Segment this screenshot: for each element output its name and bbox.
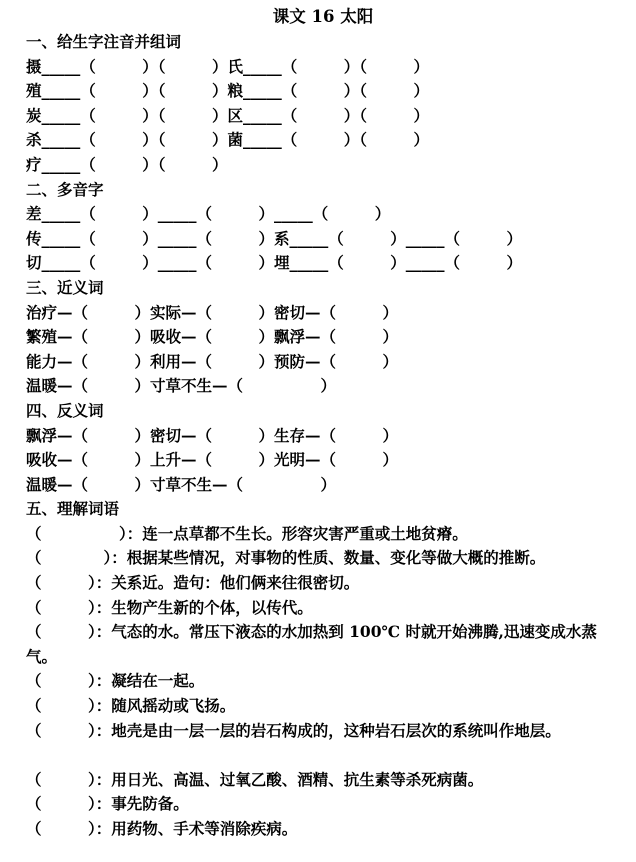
exercise-line: 殖_____（ ）（ ）粮_____（ ）（ ）	[26, 81, 430, 101]
definition-line: （ ）：凝结在一起。	[26, 671, 205, 691]
definition-line: （ ）：关系近。造句：他们俩来往很密切。	[26, 573, 360, 593]
exercise-line: 炭_____（ ）（ ）区_____（ ）（ ）	[26, 105, 430, 125]
definition-line: （ ）：用日光、高温、过氧乙酸、酒精、抗生素等杀死病菌。	[26, 769, 484, 789]
exercise-line: 吸收—（ ）上升—（ ）光明—（ ）	[26, 450, 399, 470]
page-title: 课文 16 太阳	[272, 7, 374, 26]
section-heading: 一、给生字注音并组词	[26, 32, 182, 51]
section-heading: 五、理解词语	[26, 499, 120, 519]
exercise-line: 治疗—（ ）实际—（ ）密切—（ ）	[26, 302, 399, 322]
definition-line: （ ）：连一点草都不生长。形容灾害严重或土地贫瘠。	[26, 523, 468, 543]
definition-line: （ ）：用药物、手术等消除疾病。	[26, 819, 298, 838]
definition-line: （ ）：地壳是由一层一层的岩石构成的，这种岩石层次的系统叫作地层。	[26, 720, 561, 740]
exercise-line: 差_____（ ）_____（ ）_____（ ）	[26, 204, 391, 224]
section-heading: 三、近义词	[26, 277, 104, 297]
exercise-line: 飘浮—（ ）密切—（ ）生存—（ ）	[26, 425, 399, 445]
section-heading: 四、反义词	[26, 400, 104, 420]
definition-line: （ ）：气态的水。常压下液态的水加热到 100℃ 时就开始沸腾,迅速变成水蒸气。	[26, 622, 597, 666]
exercise-line: 能力—（ ）利用—（ ）预防—（ ）	[26, 351, 399, 371]
definition-line: （ ）：事先防备。	[26, 794, 189, 814]
exercise-line: 温暖—（ ）寸草不生—（ ）	[26, 376, 337, 396]
exercise-line: 疗_____（ ）（ ）	[26, 154, 228, 174]
definition-line: （ ）：根据某些情况，对事物的性质、数量、变化等做大概的推断。	[26, 548, 546, 568]
exercise-line: 温暖—（ ）寸草不生—（ ）	[26, 474, 337, 494]
section-heading: 二、多音字	[26, 179, 104, 199]
definition-line: （ ）：随风摇动或飞扬。	[26, 696, 236, 716]
exercise-line: 切_____（ ）_____（ ）埋_____（ ）_____（ ）	[26, 253, 523, 273]
exercise-line: 繁殖—（ ）吸收—（ ）飘浮—（ ）	[26, 327, 399, 347]
exercise-line: 杀_____（ ）（ ）菌_____（ ）（ ）	[26, 130, 430, 150]
definition-line: （ ）：生物产生新的个体，以传代。	[26, 597, 313, 617]
exercise-line: 传_____（ ）_____（ ）系_____（ ）_____（ ）	[26, 228, 523, 248]
exercise-line: 摄_____（ ）（ ）氏_____（ ）（ ）	[26, 56, 430, 76]
